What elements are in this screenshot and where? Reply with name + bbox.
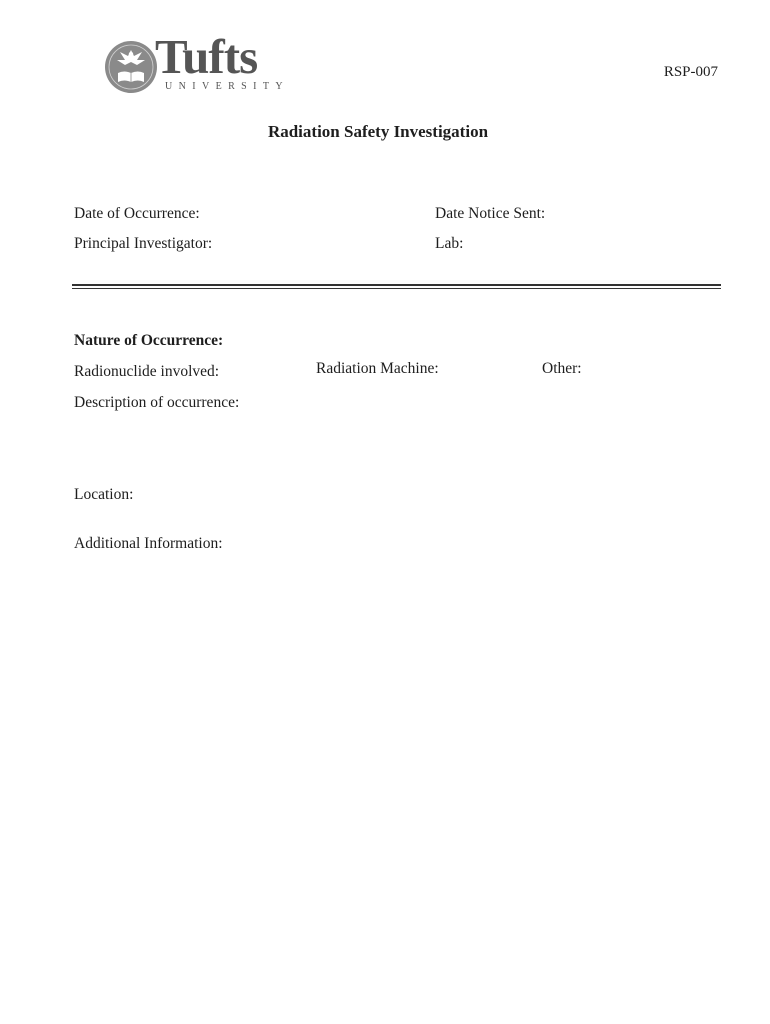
date-of-occurrence-label: Date of Occurrence: — [74, 205, 200, 222]
logo-wordmark: Tufts — [155, 29, 258, 84]
lab-label: Lab: — [435, 235, 464, 252]
principal-investigator-label: Principal Investigator: — [74, 235, 213, 252]
description-of-occurrence-label: Description of occurrence: — [74, 394, 240, 411]
logo-subtitle: UNIVERSITY — [165, 81, 289, 92]
date-notice-sent-label: Date Notice Sent: — [435, 205, 546, 222]
radionuclide-involved-label: Radionuclide involved: — [74, 363, 220, 380]
university-seal-icon — [104, 40, 158, 94]
radiation-machine-label: Radiation Machine: — [316, 360, 439, 377]
section-divider-thin — [72, 288, 721, 289]
tufts-university-logo — [104, 29, 289, 98]
location-label: Location: — [74, 486, 134, 503]
nature-of-occurrence-heading: Nature of Occurrence: — [74, 332, 224, 349]
additional-information-label: Additional Information: — [74, 535, 223, 552]
document-code: RSP-007 — [663, 64, 718, 80]
section-divider — [72, 284, 721, 286]
page-title: Radiation Safety Investigation — [267, 122, 489, 141]
other-label: Other: — [542, 360, 582, 377]
